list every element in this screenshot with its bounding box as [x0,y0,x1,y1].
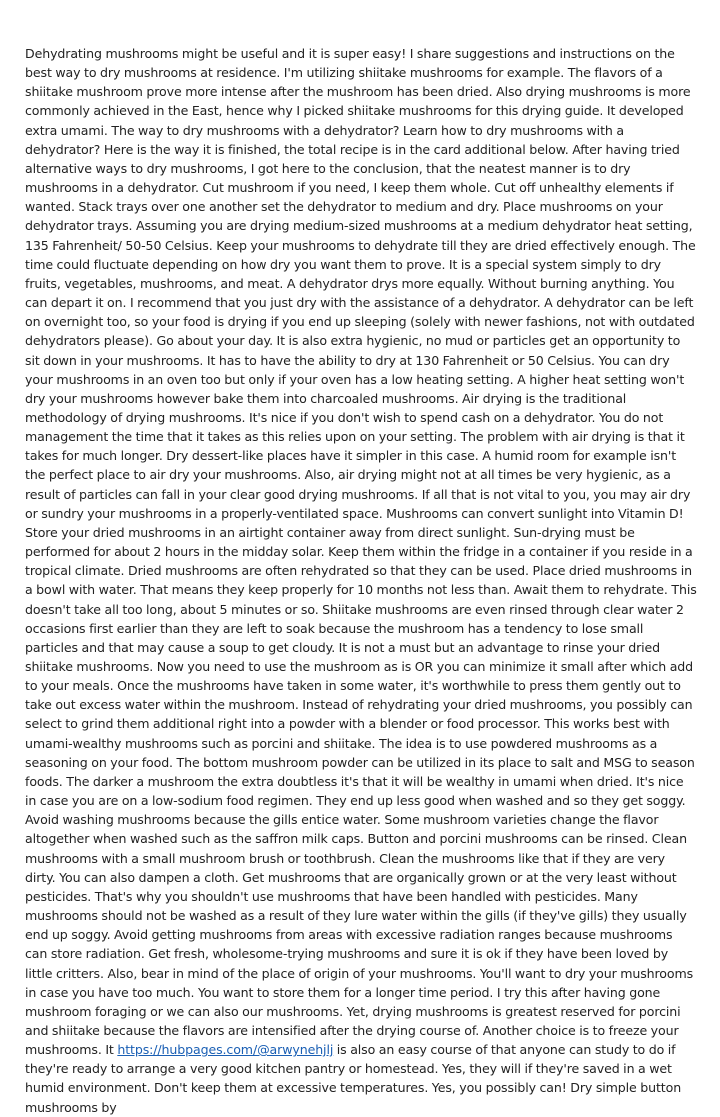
article-paragraph [25,44,697,1117]
article-text-after-link: is also an easy course of that anyone can study to do if they're ready to arrange a very good kitchen pantry or homestead. Yes, they will if they're saved in a wet humid environment. Don't keep them at excessive temperatures. Yes, you possibly can! Dry simple button mushrooms by [25,1042,682,1115]
article-body [25,44,697,1117]
article-text-before-link: Dehydrating mushrooms might be useful and it is super easy! I share suggestions and instructions on the best way to dry mushrooms at residence. I'm utilizing shiitake mushrooms for example. The flavors of a shiitake mushroom prove more intense after the mushroom has been dried. Also drying mushrooms is more commonly achieved in the East, hence why I picked shiitake mushrooms for this drying guide. It developed extra umami. The way to dry mushrooms with a dehydrator? Learn how to dry mushrooms with a dehydrator? Here is the way it is finished, the total recipe is in the card additional below. After having tried alternative ways to dry mushrooms, I got here to the conclusion, that the neatest manner is to dry mushrooms in a dehydrator. Cut mushroom if you need, I keep them whole. Cut off unhealthy elements if wanted. Stack trays over one another set the dehydrator to medium and dry. Place mushrooms on your dehydrator trays. Assuming you are drying medium-sized mushrooms at a medium dehydrator heat setting, 135 Fahrenheit/ 50-50 Celsius. Keep your mushrooms to dehydrate till they are dried effectively enough. The time could fluctuate depending on how dry you want them to prove. It is a special system simply to dry fruits, vegetables, mushrooms, and meat. A dehydrator drys more equally. Without burning anything. You can depart it on. I recommend that you just dry with the assistance of a dehydrator. A dehydrator can be left on overnight too, so your food is drying if you end up sleeping (solely with newer fashions, not with outdated dehydrators please). Go about your day. It is also extra hygienic, no mud or particles get an opportunity to sit down in your mushrooms. It has to have the ability to dry at 130 Fahrenheit or 50 Celsius. You can dry your mushrooms in an oven too but only if your oven has a low heating setting. A higher heat setting won't dry your mushrooms however bake them into charcoaled mushrooms. Air drying is the traditional methodology of drying mushrooms. It's nice if you don't wish to spend cash on a dehydrator. You do not management the time that it takes as this relies upon on your setting. The problem with air drying is that it takes for much longer. Dry dessert-like places have it simpler in this case. A humid room for example isn't the perfect place to air dry your mushrooms. Also, air drying might not at all times be very hygienic, as a result of particles can fall in your clear good drying mushrooms. If all that is not vital to you, you may air dry or sundry your mushrooms in a properly-ventilated space. Mushrooms can convert sunlight into Vitamin D! Store your dried mushrooms in an airtight container away from direct sunlight. Sun-drying must be performed for about 2 hours in the midday solar. Keep them within the fridge in a container if you reside in a tropical climate. Dried mushrooms are often rehydrated so that they can be used. Place dried mushrooms in a bowl with water. That means they keep properly for 10 months not less than. Await them to rehydrate. This doesn't take all too long, about 5 minutes or so. Shiitake mushrooms are even rinsed through clear water 2 occasions first earlier than they are left to soak because the mushroom has a tendency to lose small particles and that may cause a soup to get cloudy. It is not a must but an advantage to rinse your dried shiitake mushrooms. Now you need to use the mushroom as is OR you can minimize it small after which add to your meals. Once the mushrooms have taken in some water, it's worthwhile to press them gently out to take out excess water within the mushroom. Instead of rehydrating your dried mushrooms, you possibly can select to grind them additional right into a powder with a blender or food processor. This works best with umami-wealthy mushrooms such as porcini and shiitake. The idea is to use powdered mushrooms as a seasoning on your food. The bottom mushroom powder can be utilized in its place to salt and MSG to season foods. The darker a mushroom the extra doubtless it's that it will be wealthy in umami when dried. It's nice in case you are on a low-sodium food regimen. They end up less good when washed and so they get soggy. Avoid washing mushrooms because the gills entice water. Some mushroom varieties change the flavor altogether when washed such as the saffron milk caps. Button and porcini mushrooms can be rinsed. Clean mushrooms with a small mushroom brush or toothbrush. Clean the mushrooms like that if they are very dirty. You can also dampen a cloth. Get mushrooms that are organically grown or at the very least without pesticides. That's why you shouldn't use mushrooms that have been handled with pesticides. Many mushrooms should not be washed as a result of they lure water within the gills (if they've gills) they usually end up soggy. Avoid getting mushrooms from areas with excessive radiation ranges because mushrooms can store radiation. Get fresh, wholesome-trying mushrooms and sure it is ok if they have been loved by little critters. Also, bear in mind of the place of origin of your mushrooms. You'll want to dry your mushrooms in case you have too much. You want to store them for a longer time period. I try this after having gone mushroom foraging or we can also our mushrooms. Yet, drying mushrooms is greatest reserved for porcini and shiitake because the flavors are intensified after the drying course of. Another choice is to freeze your mushrooms. It [25,46,697,1058]
hubpages-link[interactable]: https://hubpages.com/@arwynehjlj [117,1042,334,1058]
